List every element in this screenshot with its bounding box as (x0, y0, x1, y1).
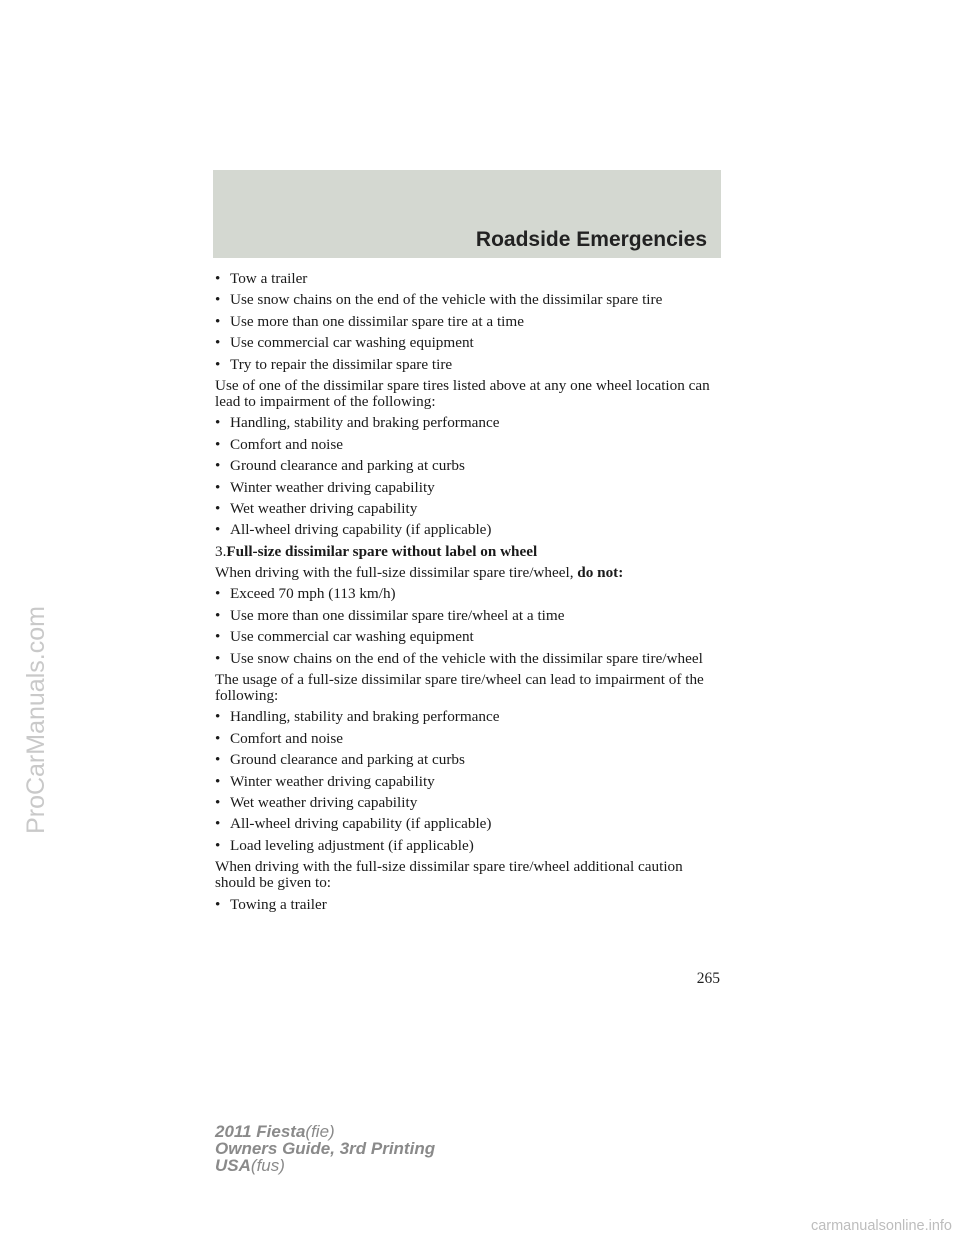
list-item: • Towing a trailer (215, 897, 720, 913)
footer-line-model (215, 1123, 435, 1140)
list-item: • Winter weather driving capability (215, 480, 720, 496)
list-item: • Use commercial car washing equipment (215, 335, 720, 351)
footer-market: USA (215, 1156, 251, 1175)
heading-number: 3. (215, 542, 227, 560)
list-item: • Tow a trailer (215, 271, 720, 287)
list-item: • Handling, stability and braking performance (215, 415, 720, 431)
list-item: • Use more than one dissimilar spare tire at a time (215, 314, 720, 330)
document-footer (215, 1123, 435, 1174)
list-item: • Exceed 70 mph (113 km/h) (215, 586, 720, 602)
list-item: • Wet weather driving capability (215, 501, 720, 517)
footer-line-market (215, 1157, 435, 1174)
list-item: • Ground clearance and parking at curbs (215, 458, 720, 474)
paragraph-emphasis: do not: (577, 564, 624, 582)
footer-model-code: (fie) (305, 1122, 335, 1141)
list-item: • All-wheel driving capability (if applicable) (215, 816, 720, 832)
list-item: • Handling, stability and braking performance (215, 709, 720, 725)
list-item: • Winter weather driving capability (215, 774, 720, 790)
section-heading-3 (215, 544, 720, 560)
source-brand: carmanualsonline.info (810, 1218, 952, 1234)
watermark-text: ProCarManuals.com (22, 606, 50, 834)
section-header (213, 170, 721, 258)
paragraph: When driving with the full-size dissimilar spare tire/wheel additional caution should be given to: (215, 858, 683, 892)
list-item: • Comfort and noise (215, 731, 720, 747)
footer-line-guide: Owners Guide, 3rd Printing (215, 1139, 436, 1158)
list-item: • Wet weather driving capability (215, 795, 720, 811)
list-item: • Comfort and noise (215, 437, 720, 453)
paragraph (215, 565, 720, 581)
list-item: • Use snow chains on the end of the vehicle with the dissimilar spare tire (215, 292, 720, 308)
paragraph: The usage of a full-size dissimilar spare tire/wheel can lead to impairment of the following: (215, 671, 704, 705)
list-item: • All-wheel driving capability (if applicable) (215, 522, 720, 538)
paragraph-text: When driving with the full-size dissimilar spare tire/wheel, (215, 564, 578, 582)
page-body (215, 271, 720, 918)
list-item: • Use more than one dissimilar spare tire/wheel at a time (215, 608, 720, 624)
section-title: Roadside Emergencies (475, 228, 707, 251)
footer-model: 2011 Fiesta (215, 1122, 306, 1141)
list-item: • Try to repair the dissimilar spare tire (215, 357, 720, 373)
heading-text: Full-size dissimilar spare without label on wheel (226, 542, 538, 560)
footer-market-code: (fus) (250, 1156, 285, 1175)
page-number: 265 (696, 970, 720, 987)
list-item: • Use snow chains on the end of the vehicle with the dissimilar spare tire/wheel (215, 651, 720, 667)
list-item: • Load leveling adjustment (if applicable) (215, 838, 720, 854)
paragraph: Use of one of the dissimilar spare tires listed above at any one wheel location can lead to impairment of the following: (215, 376, 710, 410)
list-item: • Ground clearance and parking at curbs (215, 752, 720, 768)
list-item: • Use commercial car washing equipment (215, 629, 720, 645)
